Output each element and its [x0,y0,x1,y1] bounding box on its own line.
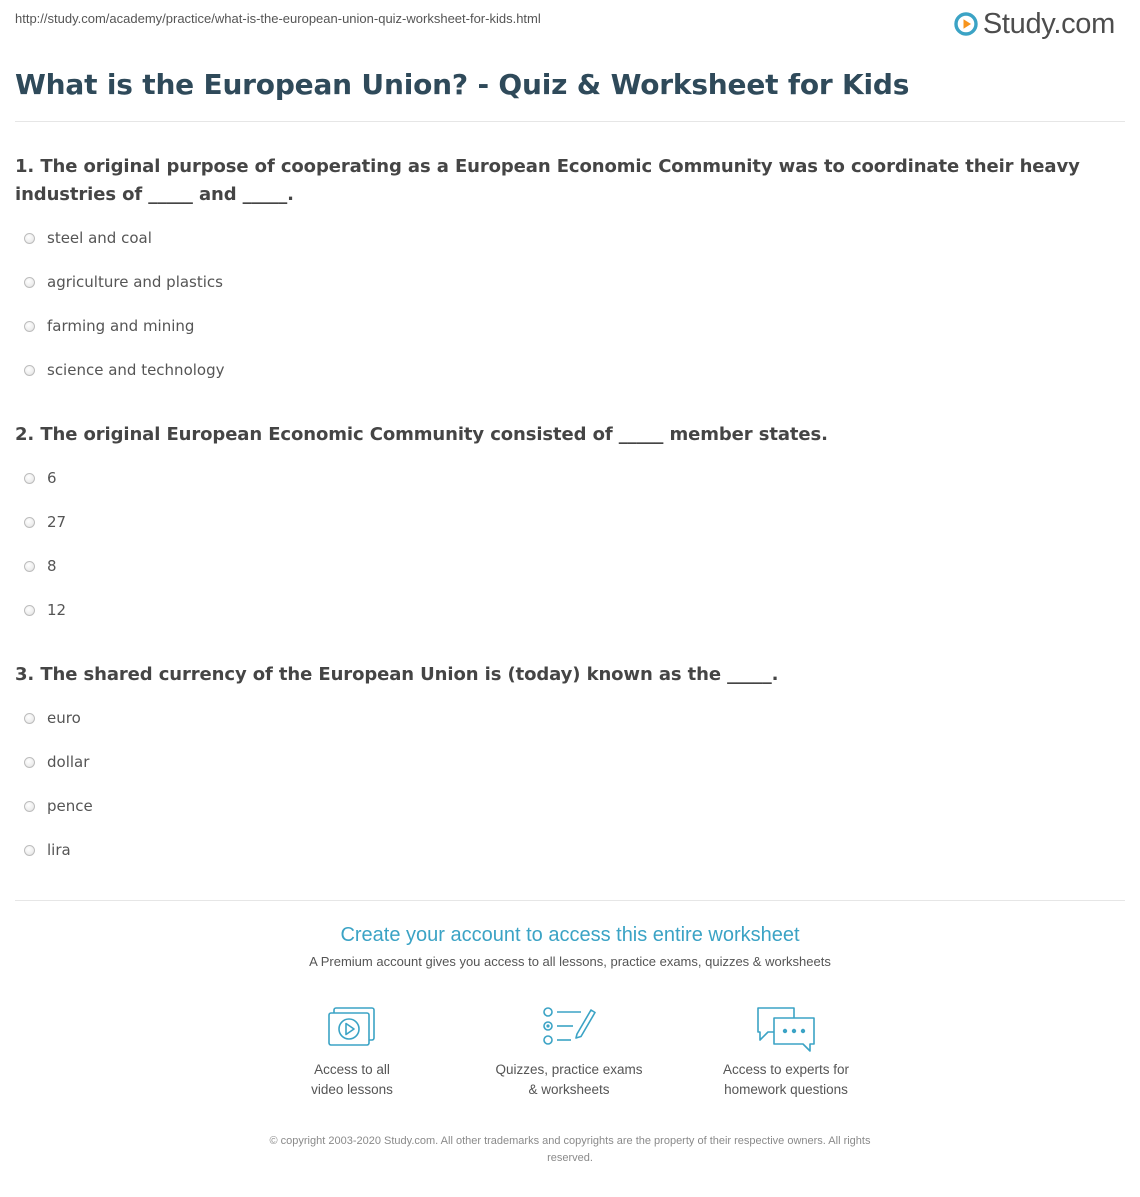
answer-list [15,696,1105,872]
radio-button[interactable] [24,365,35,376]
radio-button[interactable] [24,561,35,572]
answer-option[interactable] [15,696,1105,740]
answer-label: 12 [47,601,67,619]
logo-text: Study.com [982,7,1115,40]
answer-label: steel and coal [47,229,152,247]
answer-option[interactable] [15,260,1105,304]
answer-label: agriculture and plastics [47,273,223,291]
cta-title[interactable]: Create your account to access this entire worksheet [340,924,800,946]
answer-label: 8 [47,557,57,575]
answer-list [15,216,1105,392]
answer-option[interactable] [15,216,1105,260]
radio-button[interactable] [24,233,35,244]
radio-button[interactable] [24,801,35,812]
question-1 [15,153,1105,392]
feature-experts [686,1004,886,1100]
question-text: 2. The original European Economic Community consisted of _____ member states. [15,424,828,445]
study-logo[interactable] [954,6,1115,42]
radio-button[interactable] [24,605,35,616]
radio-button[interactable] [24,757,35,768]
quiz-checklist-icon [541,1004,597,1050]
play-circle-icon [954,12,978,36]
answer-option[interactable] [15,348,1105,392]
copyright-footer: © copyright 2003-2020 Study.com. All other trademarks and copyrights are the property of their respective owners. All rights reserved. [269,1135,871,1164]
page-title: What is the European Union? - Quiz & Worksheet for Kids [15,68,910,101]
answer-label: pence [47,797,93,815]
question-3 [15,661,1105,872]
radio-button[interactable] [24,473,35,484]
feature-label: Access to all video lessons [311,1062,393,1097]
feature-label: Access to experts for homework questions [722,1062,850,1097]
answer-option[interactable] [15,456,1105,500]
answer-label: science and technology [47,361,225,379]
answer-label: dollar [47,753,90,771]
radio-button[interactable] [24,845,35,856]
answer-option[interactable] [15,500,1105,544]
radio-button[interactable] [24,277,35,288]
answer-label: 6 [47,469,57,487]
page-url: http://study.com/academy/practice/what-is-the-european-union-quiz-worksheet-for-kids.html [15,11,541,26]
question-2 [15,421,1105,632]
answer-list [15,456,1105,632]
cta-subtitle: A Premium account gives you access to all lessons, practice exams, quizzes & worksheets [309,954,831,969]
answer-option[interactable] [15,588,1105,632]
answer-label: euro [47,709,81,727]
answer-label: lira [47,841,71,859]
feature-label: Quizzes, practice exams & worksheets [495,1062,643,1097]
radio-button[interactable] [24,517,35,528]
answer-option[interactable] [15,828,1105,872]
video-lessons-icon [326,1004,378,1050]
radio-button[interactable] [24,321,35,332]
answer-option[interactable] [15,304,1105,348]
answer-option[interactable] [15,784,1105,828]
cta-divider [15,900,1125,901]
feature-quizzes [469,1004,669,1100]
radio-button[interactable] [24,713,35,724]
feature-video-lessons [252,1004,452,1100]
expert-chat-icon [754,1004,818,1054]
question-text: 3. The shared currency of the European Union is (today) known as the _____. [15,664,779,685]
answer-label: 27 [47,513,67,531]
answer-option[interactable] [15,740,1105,784]
answer-option[interactable] [15,544,1105,588]
question-text: 1. The original purpose of cooperating as a European Economic Community was to coordinate their heavy industries of _____ and _____. [15,156,1080,205]
title-divider [15,121,1125,122]
answer-label: farming and mining [47,317,195,335]
